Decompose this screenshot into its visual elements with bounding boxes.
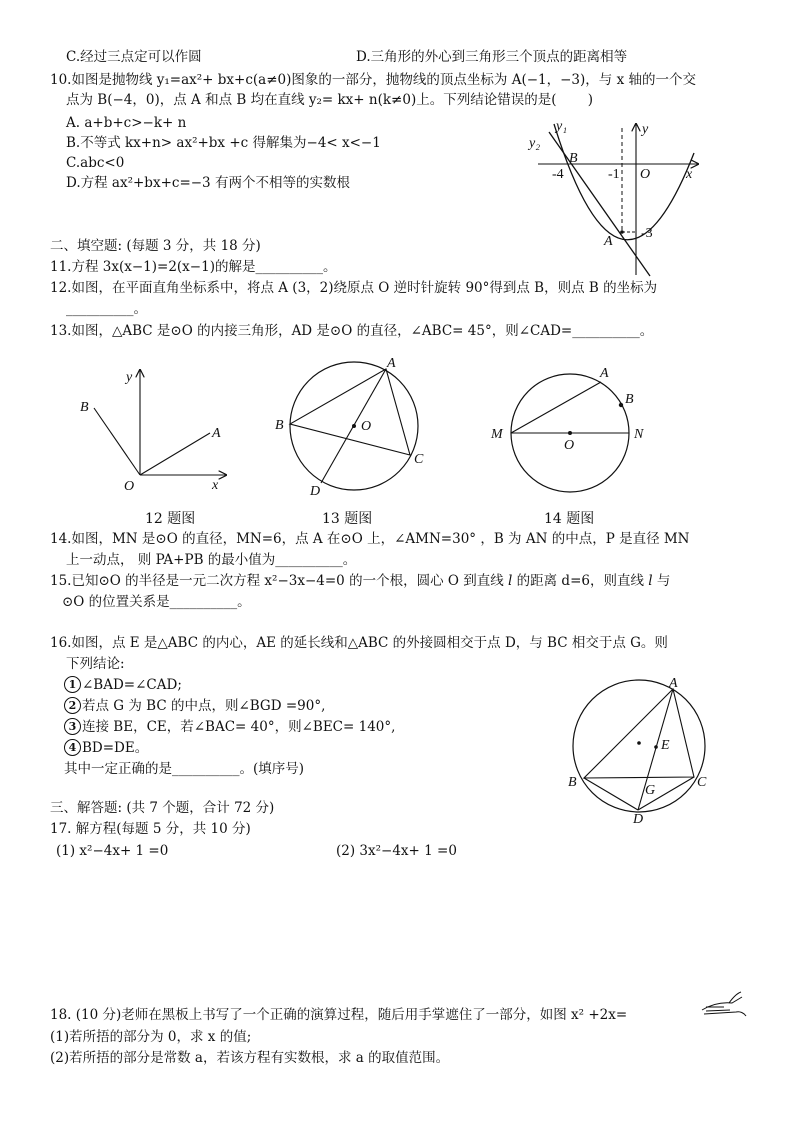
q16-label-d: D (633, 812, 644, 827)
section3-title: 三、解答题: (共 7 个题，合计 72 分) (50, 800, 275, 816)
q12-line1: 12.如图，在平面直角坐标系中，将点 A (3，2)绕原点 O 逆时针旋转 90°得到点 B，则点 B 的坐标为 (50, 280, 658, 296)
q16-triangle-abc (584, 689, 694, 778)
q10-label-y1: y₁ (556, 119, 568, 134)
q15-line2: ⊙O 的位置关系是__________。 (62, 594, 251, 610)
q16-conclusion: 其中一定正确的是__________。(填序号) (64, 761, 305, 777)
q10-label-y2: y₂ (529, 136, 541, 151)
fig14-circle-figure (485, 360, 655, 505)
q10-label-a: A (604, 234, 613, 249)
fig13-label-c: C (414, 452, 424, 467)
q10-label-o: O (640, 167, 651, 182)
fig14-caption: 14 题图 (544, 511, 595, 527)
q11: 11.方程 3x(x−1)=2(x−1)的解是__________。 (50, 259, 337, 275)
q10-line-y2 (549, 132, 650, 276)
q10-stem-line2: 点为 B(−4，0)，点 A 和点 B 均在直线 y₂= kx+ n(k≠0)上。下列结论错误的是( ) (66, 92, 594, 108)
q10-option-d: D.方程 ax²+bx+c=−3 有两个不相等的实数根 (66, 175, 350, 191)
q10-point-a (620, 230, 624, 234)
q18-part1: (1)若所捂的部分为 0，求 x 的值; (50, 1029, 252, 1045)
fig12-coordinate-figure (70, 365, 230, 505)
q10-label-x: x (686, 167, 693, 182)
q18-stem: 18. (10 分)老师在黑板上书写了一个正确的演算过程，随后用手掌遮住了一部分，如图 x² +2x= (50, 1007, 628, 1023)
q10-option-a: A. a+b+c>−k+ n (66, 115, 187, 131)
q16-item-2: 2 若点 G 为 BC 的中点，则∠BGD =90°, (64, 696, 325, 716)
fig14-label-b: B (625, 392, 634, 407)
fig12-segment-oa (140, 433, 210, 475)
fig14-label-n: N (634, 427, 644, 442)
q10-tick-minus1: -1 (608, 167, 620, 182)
q16-item-1: 1 ∠BAD=∠CAD; (64, 675, 182, 695)
fig12-label-b: B (80, 400, 89, 415)
q9-option-d: D.三角形的外心到三角形三个顶点的距离相等 (356, 49, 628, 65)
fig14-point-b (619, 403, 623, 407)
q10-tick-minus4: -4 (552, 167, 564, 182)
q13: 13.如图，△ABC 是⊙O 的内接三角形，AD 是⊙O 的直径，∠ABC= 45°，则∠CAD=__________。 (50, 323, 654, 339)
fig13-circle-figure (270, 355, 440, 505)
q16-label-c: C (697, 775, 707, 790)
q14-line1: 14.如图，MN 是⊙O 的直径，MN=6，点 A 在⊙O 上，∠AMN=30° ，B 为 AN 的中点，P 是直径 MN (50, 531, 690, 547)
q16-point-e (654, 745, 658, 749)
fig12-label-y: y (126, 370, 133, 385)
q16-label-a: A (669, 676, 678, 691)
fig14-label-o: O (564, 438, 575, 453)
q16-line1: 16.如图，点 E 是△ABC 的内心，AE 的延长线和△ABC 的外接圆相交于点 D，与 BC 相交于点 G。则 (50, 635, 668, 651)
q18-part2: (2)若所捂的部分是常数 a，若该方程有实数根，求 a 的取值范围。 (50, 1050, 450, 1066)
fig13-label-d: D (310, 484, 321, 499)
q16-line2: 下列结论: (66, 656, 125, 672)
q16-label-e: E (661, 738, 670, 753)
q16-label-g: G (645, 783, 656, 798)
q17-part2: (2) 3x²−4x+ 1 =0 (336, 843, 457, 859)
q9-option-c: C.经过三点定可以作圆 (66, 49, 202, 65)
fig14-label-m: M (491, 427, 503, 442)
fig12-segment-ob (94, 408, 140, 475)
fig12-label-a: A (212, 426, 221, 441)
hand-cover-icon (698, 988, 748, 1018)
q12-line2: __________。 (66, 301, 147, 317)
q17-part1: (1) x²−4x+ 1 =0 (56, 843, 169, 859)
fig12-caption: 12 题图 (145, 511, 196, 527)
q16-label-b: B (568, 775, 577, 790)
q16-item-4: 4 BD=DE。 (64, 738, 148, 758)
q14-line2: 上一动点， 则 PA+PB 的最小值为__________。 (66, 552, 357, 568)
fig13-caption: 13 题图 (322, 511, 373, 527)
q15-line1: 15.已知⊙O 的半径是一元二次方程 x²−3x−4=0 的一个根，圆心 O 到直线 l 的距离 d=6，则直线 l 与 (50, 573, 671, 589)
q17-stem: 17. 解方程(每题 5 分，共 10 分) (50, 821, 251, 837)
q16-incircle-figure (560, 670, 720, 830)
q10-tick-minus3: -3 (641, 226, 653, 241)
fig13-label-b: B (275, 418, 284, 433)
fig13-label-o: O (361, 419, 372, 434)
fig13-label-a: A (387, 356, 396, 371)
q10-option-c: C.abc<0 (66, 155, 125, 171)
q10-parabola-y1 (554, 124, 694, 240)
q10-parabola-figure (520, 115, 700, 280)
fig12-label-x: x (212, 478, 219, 493)
q10-stem-line1: 10.如图是抛物线 y₁=ax²+ bx+c(a≠0)图象的一部分，抛物线的顶点坐标为 A(−1，−3)，与 x 轴的一个交 (50, 72, 696, 88)
q10-option-b: B.不等式 kx+n> ax²+bx +c 得解集为−4< x<−1 (66, 135, 381, 151)
q16-item-3: 3 连接 BE，CE，若∠BAC= 40°，则∠BEC= 140°, (64, 717, 395, 737)
q10-label-b: B (569, 151, 578, 166)
fig12-label-o: O (124, 479, 135, 494)
q10-label-y: y (642, 122, 649, 137)
fig14-chord-ma (511, 382, 601, 433)
section2-title: 二、填空题: (每题 3 分，共 18 分) (50, 238, 261, 254)
fig14-label-a: A (600, 366, 609, 381)
